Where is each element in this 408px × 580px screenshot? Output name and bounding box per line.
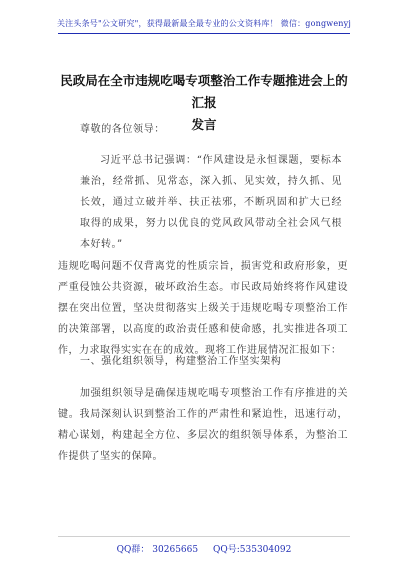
footer-qq: QQ号:535304092 — [212, 545, 292, 555]
paragraph-section-1: 加强组织领导是确保违规吃喝专项整治工作有序推进的关键。我局深刻认识到整治工作的严肃性和紧迫性，迅速行动，精心谋划，构建起全方位、多层次的组织领导体系，为整治工作提供了坚实的保障。 — [58, 388, 348, 462]
footer-divider — [58, 536, 350, 537]
header-divider — [58, 33, 350, 34]
footer-qq-group: QQ群： 30265665 — [116, 545, 199, 555]
section-heading-1: 一、强化组织领导，构建整治工作坚实架构 — [80, 356, 282, 367]
paragraph-quote: 习近平总书记强调：“作风建设是永恒课题，要标本兼治，经常抓、见常态，深入抓、见实效，持久抓、见长效，通过立破并举、扶正祛邪，不断巩固和扩大已经取得的成果，努力以优良的党风政风带动全社会风气根本好转。” — [80, 155, 342, 250]
footer-contact — [0, 542, 408, 555]
title-line-1: 民政局在全市违规吃喝专项整治工作专题推进会上的汇报 — [60, 73, 348, 110]
title-line-2: 发言 — [191, 117, 217, 132]
salutation: 尊敬的各位领导： — [80, 124, 165, 135]
header-note: 关注头条号"公文研究"，获得最新最全最专业的公文资料库！ 微信：gongwenyj — [56, 19, 352, 28]
paragraph-background: 违规吃喝问题不仅背离党的性质宗旨，损害党和政府形象，更严重侵蚀公共资源，破坏政治生态。市民政局始终将作风建设摆在突出位置，坚决贯彻落实上级关于违规吃喝专项整治工作的决策部署，以高度的政治责任感和使命感，扎实推进各项工作，力求取得实实在在的成效。现将工作进展情况汇报如下： — [58, 261, 348, 356]
